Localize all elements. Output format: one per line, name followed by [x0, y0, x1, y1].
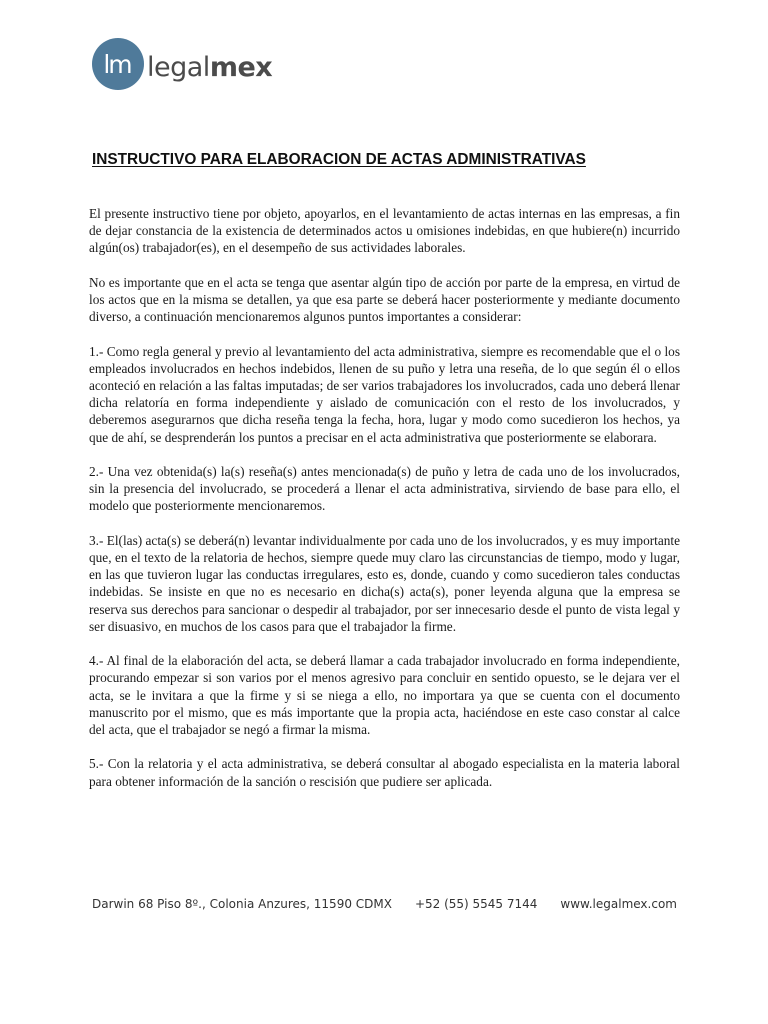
intro-paragraph: El presente instructivo tiene por objeto, apoyarlos, en el levantamiento de actas internas en las empresas, a fin de dejar constancia de la existencia de determinados actos u omisiones indebidas, en que hubiere(n) incurrido algún(os) trabajador(es), en el desempeño de sus actividades laborales.	[89, 206, 680, 256]
brand-name-bold: mex	[209, 51, 273, 83]
brand-name	[147, 51, 273, 83]
brand-logo	[92, 38, 272, 90]
brand-name-light: legal	[147, 51, 210, 83]
point-5-paragraph: 5.- Con la relatoria y el acta administrativa, se deberá consultar al abogado especialista en la materia laboral para obtener información de la sanción o rescisión que pudiere ser aplicada.	[89, 756, 680, 789]
footer-website: www.legalmex.com	[560, 897, 677, 911]
footer-address: Darwin 68 Piso 8º., Colonia Anzures, 11590 CDMX	[92, 897, 392, 911]
context-paragraph: No es importante que en el acta se tenga que asentar algún tipo de acción por parte de la empresa, en virtud de los actos que en la misma se detallen, ya que esa parte se deberá hacer posteriormente y mediante documento diverso, a continuación mencionaremos algunos puntos importantes a considerar:	[89, 274, 680, 325]
document-body	[89, 205, 680, 807]
document-title: INSTRUCTIVO PARA ELABORACION DE ACTAS ADMINISTRATIVAS	[92, 151, 586, 168]
point-4-paragraph: 4.- Al final de la elaboración del acta, se deberá llamar a cada trabajador involucrado en forma independiente, procurando empezar si son varios por el menos agresivo para concluir en sentido opuesto, se le dejara ver el acta, se le invitara a que la firme y si se niega a ello, no importara ya que se cuenta con el documento manuscrito por el mismo, que es más importante que la propia acta, haciéndose en este caso constar al calce del acta, que el trabajador se negó a firmar la misma.	[89, 653, 680, 738]
logo-mark-icon: lm	[92, 38, 144, 90]
point-1-paragraph: 1.- Como regla general y previo al levantamiento del acta administrativa, siempre es recomendable que el o los empleados involucrados en hechos indebidos, llenen de su puño y letra una reseña, de lo que según él o ellos aconteció en relación a las faltas imputadas; de ser varios trabajadores los involucrados, cada uno deberá llenar dicha relatoría en forma independiente y aislado de comunicación con el resto de los involucrados, y deberemos asegurarnos que dicha reseña tenga la fecha, hora, lugar y modo como sucedieron los hechos, ya que de ahí, se desprenderán los puntos a precisar en el acta administrativa que posteriormente se elaborara.	[89, 343, 680, 445]
page-footer	[92, 897, 677, 911]
point-3-paragraph: 3.- El(las) acta(s) se deberá(n) levantar individualmente por cada uno de los involucrados, y es muy importante que, en el texto de la relatoria de hechos, siempre quede muy claro las circunstancias de tiempo, modo y lugar, en las que tuvieron lugar las conductas irregulares, esto es, donde, cuando y como sucedieron tales conductas indebidas. Se insiste en que no es necesario en dicha(s) acta(s), poner leyenda alguna que la empresa se reserva sus derechos para sancionar o despedir al trabajador, por ser innecesario desde el punto de vista legal y ser disuasivo, en muchos de los casos para que el trabajador la firme.	[89, 532, 680, 634]
footer-phone: +52 (55) 5545 7144	[414, 897, 538, 911]
point-2-paragraph: 2.- Una vez obtenida(s) la(s) reseña(s) antes mencionada(s) de puño y letra de cada uno de los involucrados, sin la presencia del involucrado, se procederá a llenar el acta administrativa, sirviendo de base para ello, el modelo que posteriormente mencionaremos.	[89, 464, 680, 514]
